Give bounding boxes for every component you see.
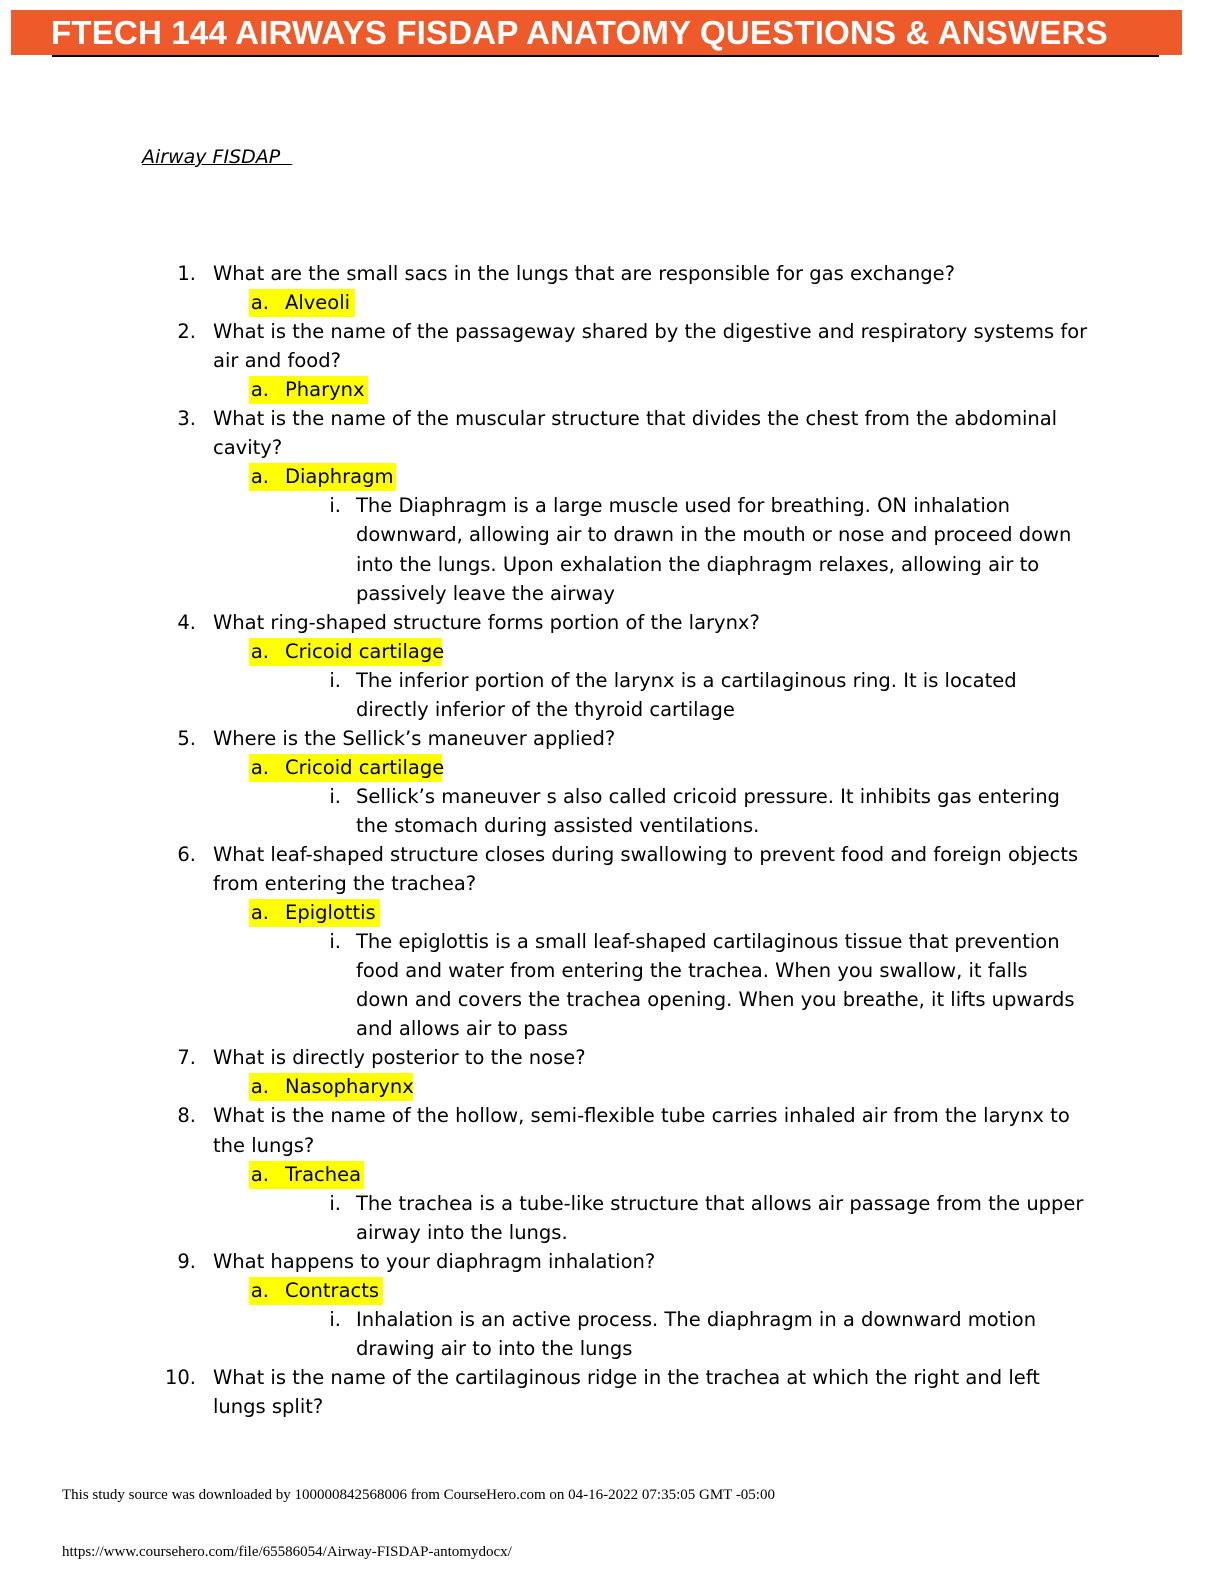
explanation-line (0, 669, 1224, 697)
explanation-text: down and covers the trachea opening. When you breathe, it lifts upwards (356, 988, 1075, 1012)
footer-url: https://www.coursehero.com/file/65586054/Airway-FISDAP-antomydocx/ (62, 1544, 512, 1560)
answer-text: Nasopharynx (285, 1075, 414, 1099)
question-number: 8. (177, 1104, 196, 1128)
explanation-marker: i. (329, 1191, 341, 1215)
answer-line (0, 1075, 1224, 1103)
explanation-line (0, 1192, 1224, 1220)
explanation-marker: i. (329, 668, 341, 692)
answer-line (0, 901, 1224, 929)
answer-marker: a. (250, 901, 269, 925)
answer-highlight (249, 289, 355, 317)
question-number: 10. (164, 1365, 196, 1389)
explanation-text: into the lungs. Upon exhalation the diaphragm relaxes, allowing air to (356, 552, 1040, 576)
question-line (0, 1046, 1224, 1074)
explanation-text: The inferior portion of the larynx is a cartilaginous ring. It is located (356, 668, 1017, 692)
explanation-line (0, 1221, 1224, 1249)
explanation-text: drawing air to into the lungs (356, 1336, 633, 1360)
answer-line (0, 1279, 1224, 1307)
explanation-line (0, 1337, 1224, 1365)
question-line (0, 1104, 1224, 1132)
explanation-text: the stomach during assisted ventilations. (356, 813, 760, 837)
question-line (0, 727, 1224, 755)
answer-line (0, 1163, 1224, 1191)
explanation-line (0, 582, 1224, 610)
question-text: What leaf-shaped structure closes during swallowing to prevent food and foreign objects (213, 843, 1079, 866)
answer-highlight (249, 638, 445, 666)
footer-source-notice: This study source was downloaded by 100000842568006 from CourseHero.com on 04-16-2022 07:35:05 GMT -05:00 (62, 1487, 775, 1503)
answer-marker: a. (250, 755, 269, 779)
answer-marker: a. (250, 378, 269, 402)
question-number: 1. (177, 262, 196, 285)
answer-line (0, 756, 1224, 784)
question-line (0, 349, 1224, 377)
answer-line (0, 378, 1224, 406)
explanation-text: downward, allowing air to drawn in the mouth or nose and proceed down (356, 523, 1072, 547)
question-text: air and food? (213, 349, 341, 373)
answer-text: Cricoid cartilage (285, 639, 445, 663)
explanation-marker: i. (329, 1307, 341, 1331)
question-text: What is the name of the passageway shared by the digestive and respiratory systems for (213, 320, 1088, 344)
question-line (0, 436, 1224, 464)
question-line (0, 1366, 1224, 1394)
explanation-line (0, 1308, 1224, 1336)
question-text: from entering the trachea? (213, 872, 477, 896)
explanation-line (0, 785, 1224, 813)
explanation-line (0, 553, 1224, 581)
answer-text: Epiglottis (285, 901, 376, 925)
answer-marker: a. (250, 1162, 269, 1186)
question-number: 4. (177, 610, 196, 634)
question-text: What is directly posterior to the nose? (213, 1046, 586, 1070)
answer-line (0, 291, 1224, 319)
explanation-text: directly inferior of the thyroid cartilage (356, 697, 735, 721)
answer-text: Alveoli (285, 291, 351, 315)
banner-title: FTECH 144 AIRWAYS FISDAP ANATOMY QUESTIONS & ANSWERS (51, 14, 1108, 51)
explanation-line (0, 930, 1224, 958)
banner-rule (52, 55, 1159, 57)
question-text: cavity? (213, 436, 283, 460)
answer-text: Pharynx (285, 378, 365, 402)
answer-highlight (249, 1161, 364, 1189)
question-text: What is the name of the muscular structure that divides the chest from the abdominal (213, 407, 1058, 431)
title-banner (11, 10, 1182, 55)
question-number: 9. (177, 1249, 196, 1273)
question-line (0, 407, 1224, 435)
explanation-text: Inhalation is an active process. The diaphragm in a downward motion (356, 1307, 1037, 1331)
answer-marker: a. (250, 465, 269, 489)
explanation-text: Sellick’s maneuver s also called cricoid pressure. It inhibits gas entering (356, 784, 1060, 808)
explanation-text: The epiglottis is a small leaf-shaped cartilaginous tissue that prevention (356, 930, 1060, 954)
answer-highlight (249, 754, 445, 782)
answer-highlight (249, 1073, 413, 1101)
answer-marker: a. (250, 291, 269, 315)
explanation-line (0, 523, 1224, 551)
question-text: the lungs? (213, 1133, 315, 1157)
question-line (0, 262, 1224, 290)
answer-line (0, 640, 1224, 668)
question-number: 2. (177, 320, 196, 344)
answer-text: Contracts (285, 1278, 380, 1302)
question-text: What is the name of the hollow, semi-flexible tube carries inhaled air from the larynx to (213, 1104, 1070, 1128)
explanation-line (0, 988, 1224, 1016)
question-text: lungs split? (213, 1394, 324, 1418)
question-line (0, 843, 1224, 871)
question-text: Where is the Sellick’s maneuver applied? (213, 726, 616, 750)
document-heading: Airway FISDAP (142, 146, 293, 168)
question-text: What ring-shaped structure forms portion of the larynx? (213, 610, 760, 634)
explanation-text: The Diaphragm is a large muscle used for breathing. ON inhalation (356, 494, 1011, 518)
explanation-line (0, 494, 1224, 522)
answer-marker: a. (250, 1278, 269, 1302)
explanation-text: and allows air to pass (356, 1017, 568, 1041)
explanation-line (0, 959, 1224, 987)
question-number: 7. (177, 1046, 196, 1070)
explanation-marker: i. (329, 494, 341, 518)
question-line (0, 1250, 1224, 1278)
answer-line (0, 465, 1224, 493)
question-line (0, 320, 1224, 348)
question-text: What happens to your diaphragm inhalation? (213, 1249, 656, 1273)
answer-marker: a. (250, 1075, 269, 1099)
explanation-text: The trachea is a tube-like structure that allows air passage from the upper (356, 1191, 1084, 1215)
answer-highlight (249, 463, 396, 491)
question-number: 6. (177, 843, 196, 866)
explanation-text: passively leave the airway (356, 581, 615, 605)
answer-text: Cricoid cartilage (285, 755, 445, 779)
question-line (0, 611, 1224, 639)
explanation-text: airway into the lungs. (356, 1220, 568, 1244)
answer-marker: a. (250, 639, 269, 663)
answer-text: Trachea (285, 1162, 362, 1186)
explanation-line (0, 1017, 1224, 1045)
question-line (0, 872, 1224, 900)
answer-highlight (249, 376, 368, 404)
question-text: What are the small sacs in the lungs that are responsible for gas exchange? (213, 262, 955, 285)
question-number: 3. (177, 407, 196, 431)
explanation-marker: i. (329, 930, 341, 954)
explanation-marker: i. (329, 784, 341, 808)
question-line (0, 1134, 1224, 1162)
explanation-line (0, 814, 1224, 842)
answer-highlight (249, 899, 380, 927)
explanation-text: food and water from entering the trachea. When you swallow, it falls (356, 959, 1028, 983)
explanation-line (0, 698, 1224, 726)
answer-text: Diaphragm (285, 465, 394, 489)
question-line (0, 1395, 1224, 1423)
answer-highlight (249, 1277, 383, 1305)
question-number: 5. (177, 726, 196, 750)
question-text: What is the name of the cartilaginous ridge in the trachea at which the right and left (213, 1365, 1040, 1389)
